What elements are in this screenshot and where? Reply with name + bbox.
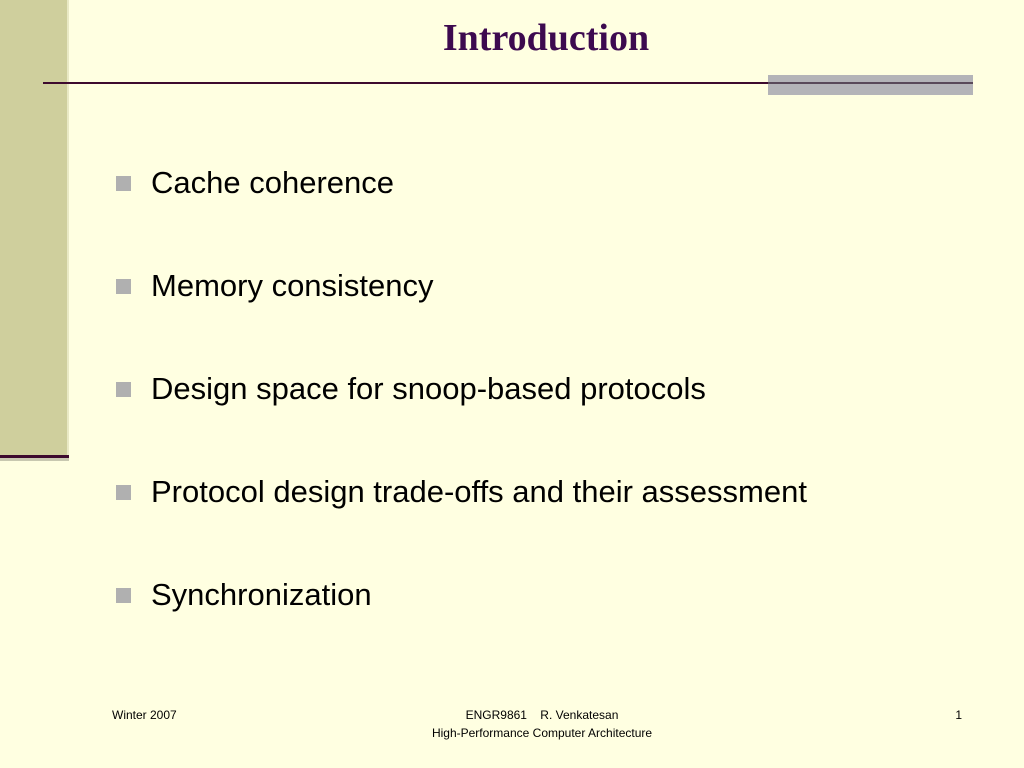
square-bullet-icon <box>116 382 131 397</box>
bullet-text: Protocol design trade-offs and their assessment <box>151 474 807 509</box>
footer-course-line: ENGR9861 R. Venkatesan <box>465 708 619 722</box>
bullet-text: Synchronization <box>151 577 372 612</box>
square-bullet-icon <box>116 176 131 191</box>
side-decor-band <box>0 0 69 455</box>
bullet-item <box>116 369 706 409</box>
footer-course-title: High-Performance Computer Architecture <box>431 726 653 740</box>
bullet-item <box>116 163 394 203</box>
slide-number: 1 <box>955 708 962 722</box>
footer-date: Winter 2007 <box>112 708 177 722</box>
square-bullet-icon <box>116 588 131 603</box>
title-accent-bar <box>768 75 973 95</box>
title-accent-line <box>768 82 973 84</box>
bullet-item <box>116 472 807 512</box>
footer-course-info <box>392 706 692 742</box>
bullet-text: Memory consistency <box>151 268 434 303</box>
bullet-item <box>116 575 372 615</box>
side-decor-rule-shadow <box>0 458 69 461</box>
bullet-text: Design space for snoop-based protocols <box>151 371 706 406</box>
square-bullet-icon <box>116 279 131 294</box>
square-bullet-icon <box>116 485 131 500</box>
bullet-text: Cache coherence <box>151 165 394 200</box>
slide-title: Introduction <box>442 17 650 59</box>
bullet-item <box>116 266 434 306</box>
